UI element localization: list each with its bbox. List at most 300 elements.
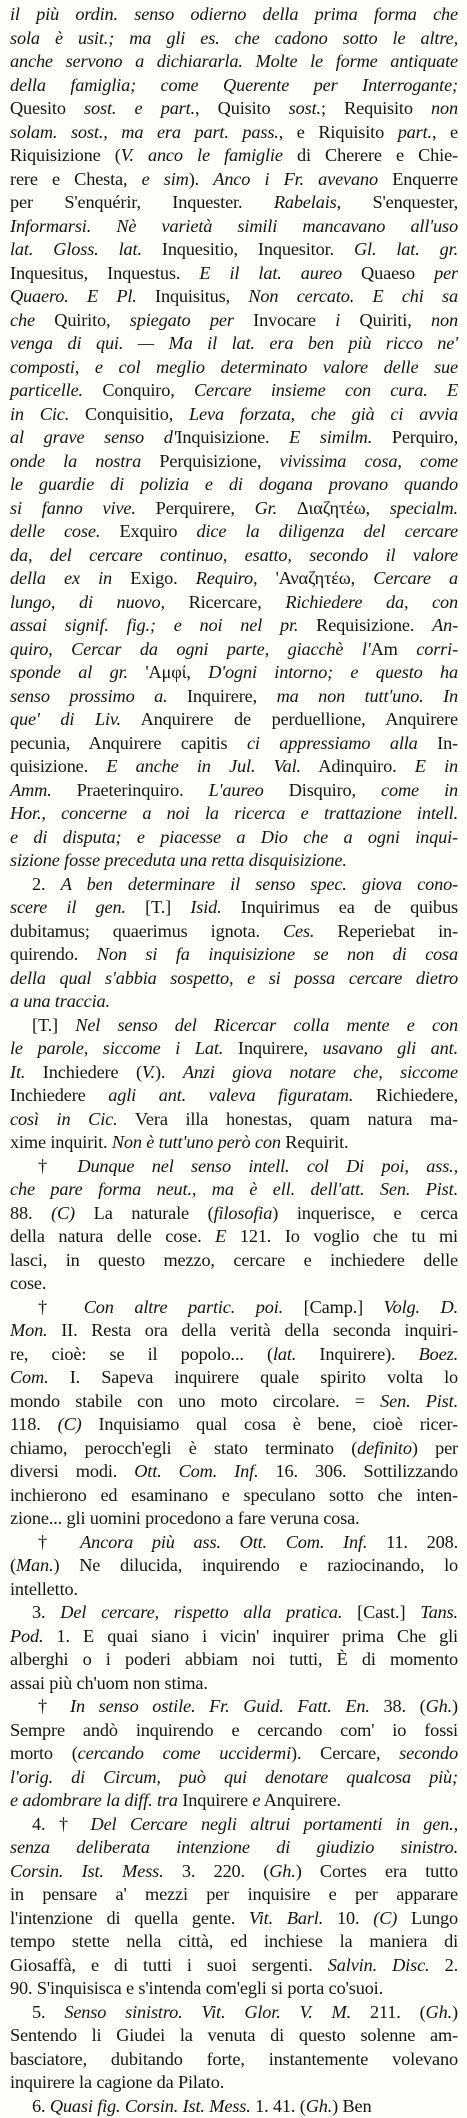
italic-text: usavano gli ant. bbox=[323, 1038, 458, 1058]
roman-text: ; Requisito bbox=[321, 98, 431, 118]
roman-text: ). bbox=[189, 169, 214, 189]
text-line bbox=[10, 1860, 458, 1884]
roman-text: di Cherere e Chie- bbox=[283, 145, 458, 165]
text-line bbox=[10, 144, 458, 168]
italic-text: composti, e col meglio determinato valore delle sue bbox=[10, 357, 458, 377]
italic-text: E similm. bbox=[289, 427, 372, 447]
roman-text: Richiedere, bbox=[353, 1085, 458, 1105]
italic-text: Gh. bbox=[426, 2002, 452, 2022]
text-line bbox=[10, 473, 458, 497]
text-line bbox=[10, 1014, 458, 1038]
text-line bbox=[10, 967, 458, 991]
italic-text: Cercare insieme con cura. E bbox=[194, 380, 458, 400]
roman-text: 2. bbox=[32, 874, 61, 894]
italic-text: onde la nostra bbox=[10, 451, 141, 471]
roman-text: 1. E quai siano i vicin' inquirer prima Che gli bbox=[43, 1626, 458, 1646]
text-line bbox=[10, 802, 458, 826]
text-line bbox=[10, 379, 458, 403]
italic-text: lat. Gloss. lat. bbox=[10, 239, 142, 259]
italic-text: ci appressiamo alla bbox=[247, 733, 418, 753]
italic-text: Senso sinistro. Vit. Glor. V. M. bbox=[64, 2002, 351, 2022]
roman-text: in pensare a' mezzi per inquisire e per apparare bbox=[10, 1884, 458, 1904]
italic-text: da, del cercare continuo, esatto, secondo il valore bbox=[10, 545, 458, 565]
text-line bbox=[10, 990, 458, 1014]
roman-text: Inquesitus, Inquestus. bbox=[10, 263, 199, 283]
italic-text: il più ordin. senso odierno della prima forma che bbox=[10, 4, 458, 24]
italic-text: sola è usit.; ma gli es. che cadono sotto le altre, bbox=[10, 28, 458, 48]
roman-text: 'Αναζητέω, bbox=[257, 568, 373, 588]
italic-text: Sen. Pist. bbox=[380, 1391, 458, 1411]
italic-text: senza deliberata intenzione di giudizio sinistro. bbox=[10, 1837, 458, 1857]
text-line bbox=[10, 238, 458, 262]
roman-text: inquirere la cagione da Pilato. bbox=[10, 2072, 224, 2092]
roman-text: morto ( bbox=[10, 1743, 78, 1763]
italic-text: le parole, siccome i Lat. bbox=[10, 1038, 223, 1058]
text-line bbox=[10, 1648, 458, 1672]
roman-text: ( bbox=[10, 1555, 16, 1575]
text-line bbox=[10, 1202, 458, 1226]
roman-text: Perquisizione, bbox=[141, 451, 279, 471]
text-line bbox=[10, 2024, 458, 2048]
italic-text: Amm. bbox=[10, 780, 52, 800]
text-line bbox=[10, 1742, 458, 1766]
text-line bbox=[10, 121, 458, 145]
italic-text: Richiedere da, con bbox=[285, 592, 458, 612]
roman-text: 88. bbox=[10, 1203, 51, 1223]
italic-text: secondo bbox=[399, 1743, 458, 1763]
roman-text: ) per bbox=[412, 1438, 458, 1458]
roman-text: diversi modi. bbox=[10, 1461, 134, 1481]
text-line bbox=[10, 97, 458, 121]
text-line bbox=[10, 1108, 458, 1132]
italic-text: Isid. bbox=[190, 897, 221, 917]
roman-text: , Quisito bbox=[195, 98, 289, 118]
italic-text: Nel senso del Ricercar colla mente e con bbox=[75, 1015, 458, 1035]
roman-text: Quesito bbox=[10, 98, 84, 118]
roman-text: Exigo. bbox=[112, 568, 196, 588]
roman-text: La naturale ( bbox=[75, 1203, 214, 1223]
roman-text: chiamo, perocch'egli è stato terminato ( bbox=[10, 1438, 357, 1458]
text-line bbox=[10, 191, 458, 215]
roman-text: Perquirere, bbox=[136, 498, 255, 518]
roman-text: Inquisiamo qual cosa è bene, cioè ricer- bbox=[82, 1414, 458, 1434]
text-line bbox=[10, 1625, 458, 1649]
roman-text: Inquirere, bbox=[167, 686, 276, 706]
roman-text: Disquiro, bbox=[264, 780, 381, 800]
italic-text: Rabelais bbox=[274, 192, 337, 212]
italic-text: V. anco le famiglie bbox=[121, 145, 283, 165]
text-line bbox=[10, 1249, 458, 1273]
text-line bbox=[10, 1907, 458, 1931]
roman-text: 3. 220. ( bbox=[164, 1861, 270, 1881]
roman-text: xime inquirit. bbox=[10, 1132, 112, 1152]
italic-text: si fanno vive. bbox=[10, 498, 136, 518]
roman-text: ) bbox=[452, 2002, 458, 2022]
text-line bbox=[10, 1296, 458, 1320]
roman-text: Inchiedere ( bbox=[25, 1062, 142, 1082]
text-line bbox=[10, 3, 458, 27]
text-line bbox=[10, 544, 458, 568]
roman-text: 38. ( bbox=[370, 1696, 426, 1716]
text-line bbox=[10, 2095, 458, 2118]
roman-text: Giosaffà, e di tutti i suoi sergenti. bbox=[10, 1955, 328, 1975]
italic-text: Gr. bbox=[255, 498, 277, 518]
text-line bbox=[10, 426, 458, 450]
italic-text: della qual s'abbia sospetto, e si possa cercare dietro bbox=[10, 968, 458, 988]
text-line bbox=[10, 1766, 458, 1790]
italic-text: Boez. bbox=[419, 1344, 458, 1364]
italic-text: Tans. bbox=[420, 1602, 458, 1622]
text-line bbox=[10, 450, 458, 474]
italic-text: che bbox=[10, 310, 35, 330]
italic-text: Anzi giova notare che, siccome bbox=[183, 1062, 458, 1082]
text-line bbox=[10, 826, 458, 850]
text-line bbox=[10, 1225, 458, 1249]
italic-text: assai signif. fig.; e noi nel pr. bbox=[10, 615, 298, 635]
roman-text: Invocare bbox=[234, 310, 335, 330]
text-line bbox=[10, 1954, 458, 1978]
text-line bbox=[10, 168, 458, 192]
text-line bbox=[10, 1084, 458, 1108]
text-line bbox=[10, 1977, 458, 2001]
roman-text: † bbox=[38, 1156, 77, 1176]
roman-text: [Cast.] bbox=[342, 1602, 420, 1622]
roman-text: 211. ( bbox=[351, 2002, 425, 2022]
italic-text: agli ant. valeva figuratam. bbox=[108, 1085, 353, 1105]
text-line bbox=[10, 896, 458, 920]
text-line bbox=[10, 1155, 458, 1179]
roman-text: alberghi o i poderi abbiam noi tutti, È di momento bbox=[10, 1649, 458, 1669]
text-line bbox=[10, 497, 458, 521]
text-line bbox=[10, 520, 458, 544]
italic-text: e di disputa; e piacesse a Dio che a ogni inqui- bbox=[10, 827, 458, 847]
italic-text: Hor., concerne a noi la ricerca e trattazione intell. bbox=[10, 803, 458, 823]
text-line bbox=[10, 262, 458, 286]
roman-text: Inquirere). bbox=[296, 1344, 418, 1364]
roman-text: Requisizione. bbox=[298, 615, 432, 635]
text-line bbox=[10, 1319, 458, 1343]
roman-text: Lungo bbox=[397, 1908, 458, 1928]
roman-text: Perquiro, bbox=[372, 427, 458, 447]
italic-text: Con altre partic. poi. bbox=[84, 1297, 283, 1317]
roman-text: 4. † bbox=[32, 1814, 91, 1834]
roman-text: In- bbox=[418, 733, 458, 753]
roman-text: l'intenzione di quella gente. bbox=[10, 1908, 249, 1928]
roman-text: Anquirere de perduellione, Anquirere bbox=[121, 709, 458, 729]
italic-text: A ben determinare il senso spec. giova cono- bbox=[61, 874, 458, 894]
roman-text: Praeterinquiro. bbox=[52, 780, 209, 800]
roman-text: [T.] bbox=[32, 1015, 75, 1035]
italic-text: Man. bbox=[16, 1555, 53, 1575]
roman-text: ) Ne dilucida, inquirendo e raziocinando, lo bbox=[53, 1555, 458, 1575]
italic-text: corri- bbox=[416, 639, 458, 659]
roman-text: Reperiebat in- bbox=[314, 921, 458, 941]
text-line bbox=[10, 1460, 458, 1484]
italic-text: In senso ostile. Fr. Guid. Fatt. En. bbox=[70, 1696, 370, 1716]
italic-text: e bbox=[252, 1790, 260, 1810]
italic-text: l'orig. di Circum, può qui denotare qualcosa più; bbox=[10, 1767, 458, 1787]
roman-text: quirendo. bbox=[10, 944, 97, 964]
roman-text: ). Cercare, bbox=[291, 1743, 399, 1763]
italic-text: Del Cercare negli altrui portamenti in gen., bbox=[91, 1814, 458, 1834]
roman-text: Am bbox=[371, 639, 417, 659]
text-line bbox=[10, 356, 458, 380]
roman-text: tempo stette nella città, ed inchiese la maniera di bbox=[10, 1931, 458, 1951]
text-line bbox=[10, 943, 458, 967]
text-line bbox=[10, 1813, 458, 1837]
italic-text: quiro, Cercar da ogni parte, giacchè l' bbox=[10, 639, 371, 659]
italic-text: lat. bbox=[273, 1344, 296, 1364]
roman-text: ) Cortes era tutto bbox=[296, 1861, 458, 1881]
roman-text: 11. 208. bbox=[367, 1532, 458, 1552]
roman-text: quisizione. bbox=[10, 756, 106, 776]
italic-text: Del cercare, rispetto alla pratica. bbox=[60, 1602, 342, 1622]
roman-text: Vera illa honestas, quam natura ma- bbox=[118, 1109, 458, 1129]
italic-text: non bbox=[431, 310, 458, 330]
italic-text: Informarsi. Nè varietà simili mancavano all'uso bbox=[10, 216, 458, 236]
italic-text: It. bbox=[10, 1062, 25, 1082]
text-line bbox=[10, 27, 458, 51]
roman-text: ) inquerisce, e cerca bbox=[272, 1203, 458, 1223]
italic-text: particelle. bbox=[10, 380, 83, 400]
roman-text: Inquisitus, bbox=[137, 286, 249, 306]
text-line bbox=[10, 849, 458, 873]
text-line bbox=[10, 567, 458, 591]
italic-text: Quasi fig. Corsin. Ist. Mess. bbox=[50, 2096, 251, 2116]
roman-text: Inquisizione. bbox=[176, 427, 289, 447]
italic-text: cercando come uccidermi bbox=[78, 1743, 291, 1763]
roman-text: Conquiro, bbox=[83, 380, 194, 400]
text-line bbox=[10, 1366, 458, 1390]
italic-text: E il lat. aureo bbox=[199, 263, 342, 283]
italic-text: delle cose. bbox=[10, 521, 100, 541]
text-line bbox=[10, 285, 458, 309]
italic-text: sost. e part. bbox=[84, 98, 195, 118]
italic-text: vivissima cosa, come bbox=[280, 451, 458, 471]
italic-text: Gh. bbox=[306, 2096, 332, 2116]
text-line bbox=[10, 1272, 458, 1296]
text-line bbox=[10, 661, 458, 685]
text-line bbox=[10, 1554, 458, 1578]
italic-text: e adombrare la diff. tra bbox=[10, 1790, 178, 1810]
text-line bbox=[10, 873, 458, 897]
roman-text: 6. bbox=[32, 2096, 50, 2116]
text-line bbox=[10, 1789, 458, 1813]
text-line bbox=[10, 1061, 458, 1085]
text-line bbox=[10, 1531, 458, 1555]
roman-text: mondo stabile con uno moto circolare. = bbox=[10, 1391, 380, 1411]
italic-text: lungo, di nuovo, bbox=[10, 592, 165, 612]
roman-text: della natura delle cose. bbox=[10, 1226, 215, 1246]
roman-text: II. Resta ora della verità della seconda inquiri- bbox=[47, 1320, 458, 1340]
roman-text: Inchiedere bbox=[10, 1085, 108, 1105]
roman-text: 90. S'inquisisca e s'intenda com'egli si porta co'suoi. bbox=[10, 1978, 383, 1998]
italic-text: L'aureo bbox=[209, 780, 264, 800]
text-line bbox=[10, 1178, 458, 1202]
text-line bbox=[10, 920, 458, 944]
text-line bbox=[10, 1883, 458, 1907]
italic-text: Non si fa inquisizione se non di cosa bbox=[97, 944, 458, 964]
roman-text: Anquirere. bbox=[260, 1790, 341, 1810]
text-line bbox=[10, 1578, 458, 1602]
italic-text: Dunque nel senso intell. col Di poi, ass., bbox=[77, 1156, 458, 1176]
text-line bbox=[10, 2048, 458, 2072]
italic-text: venga di qui. — Ma il lat. era ben più ricco ne' bbox=[10, 333, 458, 353]
roman-text: Requirit. bbox=[281, 1132, 349, 1152]
text-line bbox=[10, 1507, 458, 1531]
italic-text: senso prossimo a. bbox=[10, 686, 167, 706]
text-line bbox=[10, 1343, 458, 1367]
roman-text: pecunia, Anquirere capitis bbox=[10, 733, 247, 753]
text-line bbox=[10, 638, 458, 662]
italic-text: E bbox=[215, 1226, 226, 1246]
text-line bbox=[10, 1836, 458, 1860]
italic-text: Gh. bbox=[426, 1696, 452, 1716]
roman-text: Riquisizione ( bbox=[10, 145, 121, 165]
roman-text: Quaeso bbox=[342, 263, 434, 283]
text-line bbox=[10, 1413, 458, 1437]
italic-text: Non è tutt'uno però con bbox=[112, 1132, 281, 1152]
italic-text: spiegato per bbox=[130, 310, 234, 330]
italic-text: Leva forzata, che già ci avvia bbox=[189, 404, 458, 424]
italic-text: specialm. bbox=[390, 498, 458, 518]
text-line bbox=[10, 309, 458, 333]
roman-text: Sempre andò inquirendo e cercando com' io fossi bbox=[10, 1720, 458, 1740]
text-line bbox=[10, 2001, 458, 2025]
roman-text: zione... gli uomini procedono a fare veruna cosa. bbox=[10, 1508, 360, 1528]
roman-text: inchierono ed esaminano e speculano sotto che inten- bbox=[10, 1485, 458, 1505]
roman-text: , e bbox=[432, 122, 458, 142]
roman-text: 1. 41. ( bbox=[251, 2096, 306, 2116]
italic-text: Salvin. Disc. bbox=[328, 1955, 430, 1975]
italic-text: V. bbox=[142, 1062, 155, 1082]
text-line bbox=[10, 614, 458, 638]
roman-text: Exquiro bbox=[100, 521, 196, 541]
roman-text: ). bbox=[155, 1062, 183, 1082]
roman-text: intelletto. bbox=[10, 1579, 78, 1599]
roman-text: Sentendo li Giudei la venuta di questo solenne am- bbox=[10, 2025, 458, 2045]
italic-text: i bbox=[335, 310, 340, 330]
italic-text: Ces. bbox=[283, 921, 314, 941]
roman-text: Quirito, bbox=[35, 310, 130, 330]
roman-text: Enquerre bbox=[378, 169, 458, 189]
roman-text: 10. bbox=[323, 1908, 373, 1928]
italic-text: non bbox=[431, 98, 458, 118]
italic-text: dice la diligenza del cercare bbox=[197, 521, 459, 541]
text-line bbox=[10, 332, 458, 356]
italic-text: anche servono a dichiararla. Molte le forme antiquate bbox=[10, 51, 458, 71]
italic-text: E in bbox=[415, 756, 458, 776]
italic-text: filosofia bbox=[214, 1203, 273, 1223]
roman-text: cose. bbox=[10, 1273, 46, 1293]
roman-text: 16. 306. Sottilizzando bbox=[258, 1461, 458, 1481]
text-line bbox=[10, 708, 458, 732]
italic-text: al grave senso d' bbox=[10, 427, 176, 447]
italic-text: scere il gen. bbox=[10, 897, 126, 917]
roman-text: † bbox=[38, 1696, 70, 1716]
text-line bbox=[10, 1131, 458, 1155]
text-line bbox=[10, 1695, 458, 1719]
text-line bbox=[10, 1930, 458, 1954]
italic-text: che pare forma neut., ma è ell. dell'att. Sen. Pist. bbox=[10, 1179, 458, 1199]
italic-text: così in Cic. bbox=[10, 1109, 118, 1129]
text-line bbox=[10, 1672, 458, 1696]
italic-text: sponde al gr. bbox=[10, 662, 128, 682]
text-line bbox=[10, 732, 458, 756]
roman-text: assai più ch'uom non stima. bbox=[10, 1673, 208, 1693]
text-line bbox=[10, 1484, 458, 1508]
roman-text: dubitamus; quaerimus ignota. bbox=[10, 921, 283, 941]
italic-text: della famiglia; come Querente per Interrogante; bbox=[10, 75, 458, 95]
text-line bbox=[10, 215, 458, 239]
roman-text: 118. bbox=[10, 1414, 58, 1434]
italic-text: le guardie di polizia e di dogana provano quando bbox=[10, 474, 458, 494]
italic-text: Cercare a bbox=[373, 568, 458, 588]
italic-text: in Cic. bbox=[10, 404, 69, 424]
roman-text: re, cioè: se il popolo... ( bbox=[10, 1344, 273, 1364]
roman-text: Conquisitio, bbox=[69, 404, 189, 424]
italic-text: come in bbox=[381, 780, 458, 800]
italic-text: Mon. bbox=[10, 1320, 47, 1340]
italic-text: ma non tutt'uno. In bbox=[277, 686, 458, 706]
text-line bbox=[10, 779, 458, 803]
roman-text: I. Sapeva inquirere quale spirito volta lo bbox=[49, 1367, 458, 1387]
roman-text: 3. bbox=[32, 1602, 60, 1622]
roman-text: 5. bbox=[32, 2002, 64, 2022]
text-line bbox=[10, 755, 458, 779]
italic-text: Quaero. E Pl. bbox=[10, 286, 137, 306]
roman-text: Inquirimus ea de quibus bbox=[222, 897, 458, 917]
italic-text: E anche in Jul. Val. bbox=[106, 756, 301, 776]
roman-text: Inquirere, bbox=[223, 1038, 322, 1058]
roman-text: [Camp.] bbox=[283, 1297, 384, 1317]
italic-text: sizione fosse preceduta una retta disquisizione. bbox=[10, 850, 347, 870]
italic-text: Ancora più ass. Ott. Com. Inf. bbox=[80, 1532, 367, 1552]
roman-text: Inquirere bbox=[178, 1790, 252, 1810]
roman-text: † bbox=[38, 1297, 84, 1317]
italic-text: Non cercato. E chi sa bbox=[248, 286, 458, 306]
roman-text: 121. Io voglio che tu mi bbox=[226, 1226, 458, 1246]
italic-text: e sim bbox=[142, 169, 189, 189]
roman-text: , S'enquester, bbox=[337, 192, 458, 212]
italic-text: Pod. bbox=[10, 1626, 43, 1646]
italic-text: Gl. lat. gr. bbox=[354, 239, 458, 259]
roman-text: 2. bbox=[429, 1955, 458, 1975]
roman-text: lasci, in questo mezzo, cercare e inchiedere delle bbox=[10, 1250, 458, 1270]
roman-text: basciatore, dubitando forte, instantemente volevano bbox=[10, 2049, 458, 2069]
italic-text: a una traccia. bbox=[10, 991, 110, 1011]
italic-text: della ex in bbox=[10, 568, 112, 588]
text-line bbox=[10, 50, 458, 74]
italic-text: definito bbox=[357, 1438, 412, 1458]
roman-text: per S'enquérir, Inquester. bbox=[10, 192, 274, 212]
text-line bbox=[10, 1037, 458, 1061]
text-line bbox=[10, 1719, 458, 1743]
roman-text: Inquesitio, Inquesitor. bbox=[142, 239, 354, 259]
roman-text: † bbox=[38, 1532, 80, 1552]
italic-text: Volg. D. bbox=[384, 1297, 458, 1317]
text-line bbox=[10, 403, 458, 427]
italic-text: Ott. Com. Inf. bbox=[134, 1461, 258, 1481]
italic-text: sost. bbox=[289, 98, 321, 118]
roman-text: rere e Chesta, bbox=[10, 169, 142, 189]
italic-text: D'ogni intorno; e questo ha bbox=[208, 662, 458, 682]
roman-text: ) Ben bbox=[332, 2096, 371, 2116]
italic-text: Gh. bbox=[269, 1861, 295, 1881]
roman-text: Διαζητέω, bbox=[277, 498, 390, 518]
roman-text: [T.] bbox=[126, 897, 190, 917]
italic-text: (C) bbox=[373, 1908, 397, 1928]
